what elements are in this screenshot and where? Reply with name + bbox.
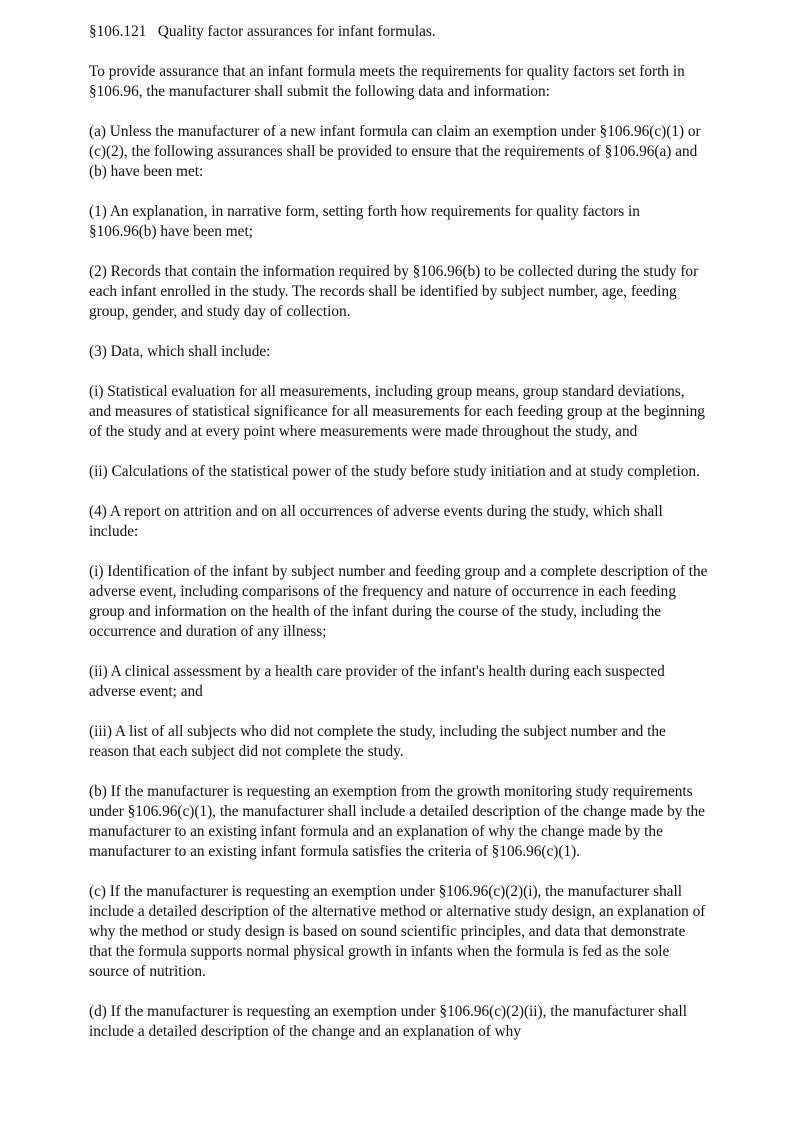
document-page [89, 22, 709, 1062]
paragraph-a-3-ii: (ii) Calculations of the statistical power of the study before study initiation and at study completion. [89, 463, 700, 480]
paragraph-a-4-iii: (iii) A list of all subjects who did not complete the study, including the subject number and the reason that each subject did not complete the study. [89, 723, 666, 760]
paragraph-a-3: (3) Data, which shall include: [89, 343, 271, 360]
paragraph-a-3-i: (i) Statistical evaluation for all measurements, including group means, group standard deviations, and measures of statistical significance for all measurements for each feeding group at the beginning of the study and at every point where measurements were made throughout the study, and [89, 383, 705, 440]
paragraph-d: (d) If the manufacturer is requesting an exemption under §106.96(c)(2)(ii), the manufacturer shall include a detailed description of the change and an explanation of why [89, 1003, 688, 1040]
paragraph-a-4-ii: (ii) A clinical assessment by a health care provider of the infant's health during each suspected adverse event; and [89, 663, 665, 700]
paragraph-a-1: (1) An explanation, in narrative form, setting forth how requirements for quality factors in §106.96(b) have been met; [89, 203, 640, 240]
paragraph-c: (c) If the manufacturer is requesting an exemption under §106.96(c)(2)(i), the manufacturer shall include a detailed description of the alternative method or alternative study design, an explanation of why the method or study design is based on sound scientific principles, and data that demonstrate that the formula supports normal physical growth in infants when the formula is fed as the sole source of nutrition. [89, 883, 706, 980]
paragraph-a-2: (2) Records that contain the information required by §106.96(b) to be collected during the study for each infant enrolled in the study. The records shall be identified by subject number, age, feeding group, gender, and study day of collection. [89, 263, 699, 320]
intro-paragraph: To provide assurance that an infant formula meets the requirements for quality factors set forth in §106.96, the manufacturer shall submit the following data and information: [89, 63, 685, 100]
paragraph-a: (a) Unless the manufacturer of a new infant formula can claim an exemption under §106.96(c)(1) or (c)(2), the following assurances shall be provided to ensure that the requirements of §106.96(a) and (b) have been met: [89, 123, 701, 180]
paragraph-a-4-i: (i) Identification of the infant by subject number and feeding group and a complete description of the adverse event, including comparisons of the frequency and nature of occurrence in each feeding group and information on the health of the infant during the course of the study, including the occurrence and duration of any illness; [89, 563, 708, 640]
paragraph-a-4: (4) A report on attrition and on all occurrences of adverse events during the study, which shall include: [89, 503, 663, 540]
section-heading: §106.121 Quality factor assurances for infant formulas. [89, 23, 436, 40]
paragraph-b: (b) If the manufacturer is requesting an exemption from the growth monitoring study requirements under §106.96(c)(1), the manufacturer shall include a detailed description of the change made by the manufacturer to an existing infant formula and an explanation of why the change made by the manufacturer to an existing infant formula satisfies the criteria of §106.96(c)(1). [89, 783, 705, 860]
